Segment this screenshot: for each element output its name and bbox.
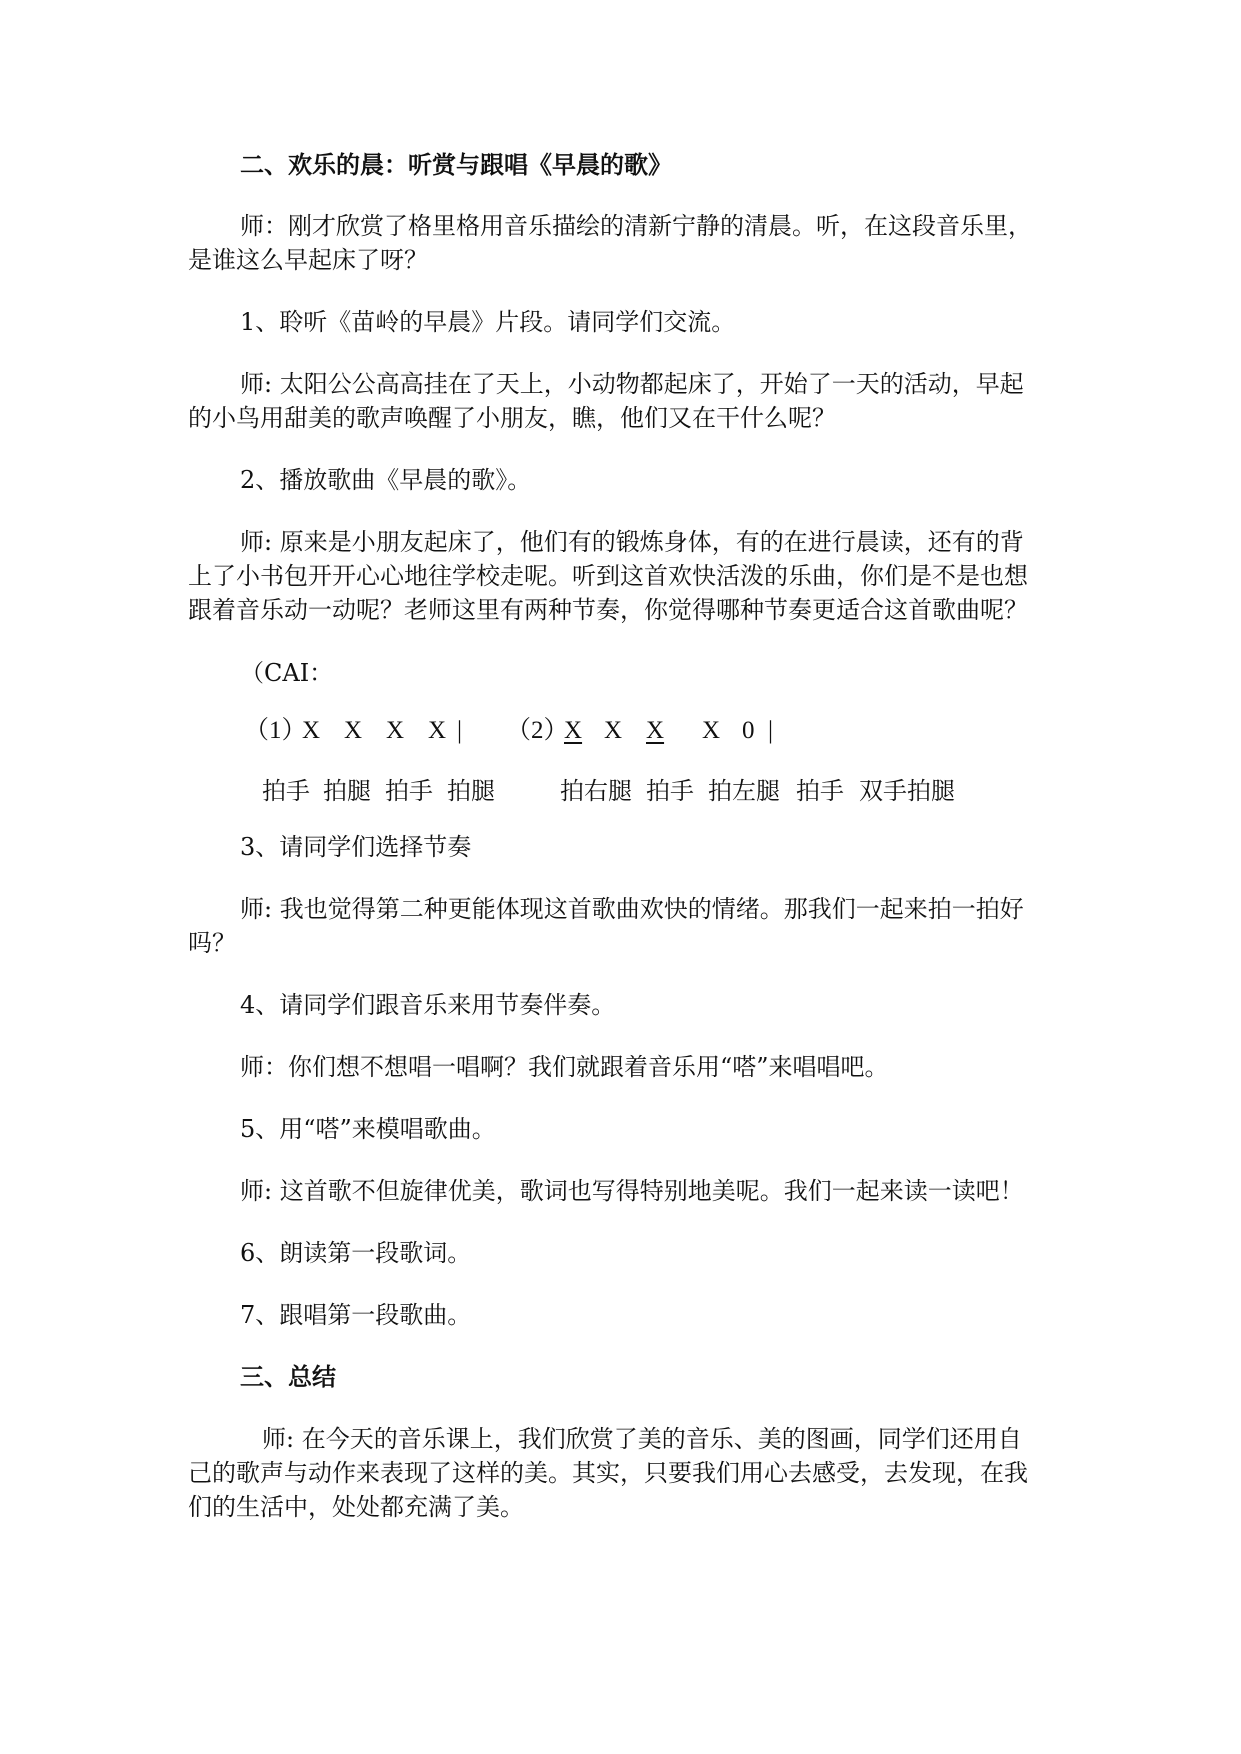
rhythm-note-eighth: X [564,717,583,744]
paragraph-line: 跟着音乐动一动呢？老师这里有两种节奏，你觉得哪种节奏更适合这首歌曲呢？ [188,596,1028,624]
step-item: 3、请同学们选择节奏 [240,833,472,861]
rhythm-note-eighth: X [646,717,665,744]
action-label: 拍手 [262,777,310,805]
paragraph-line: 师: 原来是小朋友起床了，他们有的锻炼身体，有的在进行晨读，还有的背 [240,528,1024,556]
paragraph-line: 的小鸟用甜美的歌声唤醒了小朋友，瞧，他们又在干什么呢？ [188,404,836,432]
action-label: 拍腿 [447,777,495,805]
step-item: 1、聆听《苗岭的早晨》片段。请同学们交流。 [240,308,736,336]
action-label: 双手拍腿 [859,777,955,805]
bar-line: | [768,717,774,744]
paragraph-line: 师: 这首歌不但旋律优美，歌词也写得特别地美呢。我们一起来读一读吧！ [240,1177,1024,1205]
action-label: 拍手 [646,777,694,805]
paragraph-line: 上了小书包开开心心地往学校走呢。听到这首欢快活泼的乐曲，你们是不是也想 [188,562,1028,590]
paragraph-line: 己的歌声与动作来表现了这样的美。其实，只要我们用心去感受，去发现，在我 [188,1459,1028,1487]
rhythm-1-label: （1） [244,717,307,744]
action-label: 拍右腿 [560,777,632,805]
section-heading: 三、总结 [240,1362,336,1391]
action-label: 拍腿 [323,777,371,805]
action-label: 拍手 [385,777,433,805]
cai-label: （CAI： [240,659,334,687]
rhythm-rest: 0 [742,717,755,744]
rhythm-note: X [702,717,721,744]
section-heading: 二、欢乐的晨：听赏与跟唱《早晨的歌》 [240,150,672,179]
paragraph-line: 师: 我也觉得第二种更能体现这首歌曲欢快的情绪。那我们一起来拍一拍好 [240,895,1024,923]
paragraph-line: 师：你们想不想唱一唱啊？我们就跟着音乐用“嗒”来唱唱吧。 [240,1053,889,1081]
rhythm-note: X [386,717,405,744]
paragraph-line: 吗？ [188,929,236,957]
paragraph-line: 师：刚才欣赏了格里格用音乐描绘的清新宁静的清晨。听，在这段音乐里， [240,212,1032,240]
paragraph-line: 是谁这么早起床了呀？ [188,246,428,274]
rhythm-2-label: （2） [506,717,569,744]
paragraph-line: 师: 在今天的音乐课上，我们欣赏了美的音乐、美的图画，同学们还用自 [262,1425,1022,1453]
step-item: 7、跟唱第一段歌曲。 [240,1301,472,1329]
rhythm-note: X [344,717,363,744]
rhythm-note: X [604,717,623,744]
action-label: 拍手 [796,777,844,805]
step-item: 6、朗读第一段歌词。 [240,1239,472,1267]
step-item: 2、播放歌曲《早晨的歌》。 [240,466,532,494]
step-item: 4、请同学们跟音乐来用节奏伴奏。 [240,991,616,1019]
bar-line: | [457,717,463,744]
rhythm-note: X [428,717,447,744]
action-label: 拍左腿 [708,777,780,805]
paragraph-line: 师: 太阳公公高高挂在了天上，小动物都起床了，开始了一天的活动，早起 [240,370,1024,398]
paragraph-line: 们的生活中，处处都充满了美。 [188,1493,524,1521]
step-item: 5、用“嗒”来模唱歌曲。 [240,1115,496,1143]
rhythm-note: X [302,717,321,744]
